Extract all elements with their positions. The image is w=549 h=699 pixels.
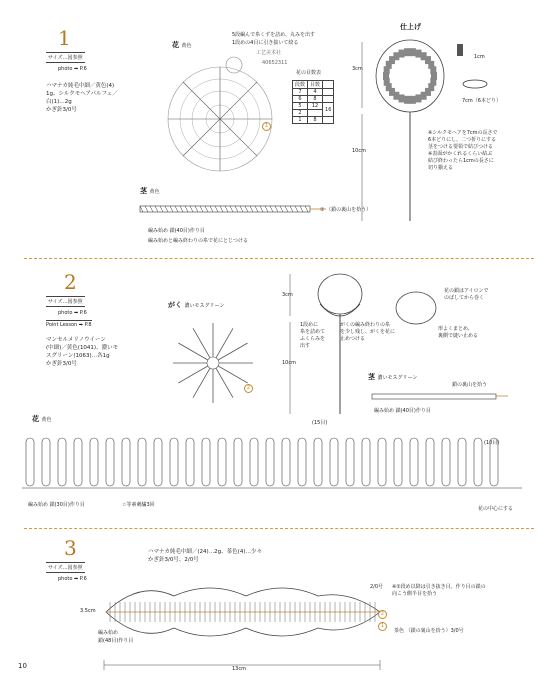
photo-label-2: photo ➡ P.6 <box>58 310 87 316</box>
leaf-circle-2: 2 <box>378 600 387 619</box>
materials-3: ハマナカ純毛中細／(24)…2g、茶色(4)…少々 かぎ針3/0号、2/0号 <box>148 549 262 563</box>
calyx-circle-marker: 2 <box>244 374 253 393</box>
dim-7cm: 7cm（6本どり） <box>462 98 501 104</box>
count-table: 段数 目数 7 4 6 8 5 12 16 2 1 8 <box>292 80 334 124</box>
materials-1: ハマナカ純毛中細／黄色(4) 1g、シルクモヘアパルフェ／ 白(1)…2g かぎ針3/0号 <box>46 83 118 113</box>
thread-note: 茶色 （鎖の裏山を拾う）3/0号 <box>394 628 464 634</box>
tuft-detail <box>455 40 495 100</box>
size-label-3: サイズ…図参照 <box>46 562 85 573</box>
calyx-chart <box>168 318 258 408</box>
dim-1cm: 1cm <box>474 54 485 60</box>
watermark: 工艺美术社 <box>256 50 282 56</box>
finish-label: 仕上げ <box>400 23 421 31</box>
stem-label-1: 茎 黄色 <box>140 187 160 195</box>
rolled-flower <box>394 288 444 328</box>
stem-note-2b: 編み始め 鎖(40目)作り目 <box>374 408 431 414</box>
code: 40652311 <box>262 60 288 66</box>
size-label-2: サイズ…図参照 <box>46 296 85 307</box>
dim-3cm-1: 3cm <box>352 66 363 72</box>
start-note-3: 編み始め <box>98 630 119 636</box>
calyx-label: がく 濃いモスグリーン <box>168 301 225 309</box>
separator-2 <box>24 528 534 529</box>
stem-back-note: 鎖の裏山を拾う <box>452 382 488 388</box>
materials-2: マンセルメリノウイーン (中細)／黄色(1041)、濃いモ スグリーン(1063)…各1g かぎ針3/0号 <box>46 337 119 367</box>
flower-center-note: 花の中心にする <box>478 506 514 512</box>
stitch-note: ※②段め以降は引き抜き目。作り目の鎖の 向こう側半目を拾う <box>392 584 486 597</box>
dim-3-5cm: 3.5cm <box>80 608 96 614</box>
roll-note: 形よくまとめ、 裏側で縫い止める <box>438 326 479 339</box>
leaf-circle-1: 1 <box>378 612 387 631</box>
dim-10cm-1: 10cm <box>352 148 366 154</box>
section-number-2: 2 <box>64 270 77 294</box>
rows-15: (15目) <box>312 420 328 426</box>
stem-note-2: 編み始めと編み終わりの糸で花にとじつける <box>148 238 249 244</box>
flower-note-1: 5段編んで糸くずを詰め、丸みを出す <box>232 32 315 38</box>
finish-notes-1: ※シルクモヘアを7cmの長さで 6本どりにし、二つ折りにする 茎をつける要領で結びつける ※表面がかくれるくらい結ぶ 結び終わったら1cmの長さに 切り揃える <box>428 130 498 171</box>
finish-note-calyx: がくの編み終わりの糸 を少し残し、がくを花に 止めつける <box>340 322 396 342</box>
section-number-3: 3 <box>64 536 77 560</box>
section-number-1: 1 <box>58 26 71 50</box>
flower-label-2: 花 黄色 <box>32 415 52 423</box>
stem-label-2: 茎 濃いモスグリーン <box>368 373 418 381</box>
flower-label-1: 花 黄色 <box>172 41 192 49</box>
leaf-chart <box>100 576 390 652</box>
page-number: 10 <box>18 662 27 670</box>
dim-10cm-2: 10cm <box>282 360 296 366</box>
dim-3cm-2: 3cm <box>282 292 293 298</box>
stem-note-1: 編み始め 鎖(40目)作り目 <box>148 228 205 234</box>
flower-note-2: 1段めの4目に引き抜いて絞る <box>232 40 299 46</box>
finish-note-fill: 1段めに 糸を詰めて ふくらみを 出す <box>300 322 326 349</box>
stem-chart-2 <box>368 390 508 404</box>
stem-circle-note: ① （鎖の裏山を拾う） <box>320 207 372 213</box>
flower-start-note: 編み始め 鎖(30目)作り目 <box>28 502 85 508</box>
size-label: サイズ…図参照 <box>46 52 85 63</box>
photo-label-3: photo ➡ P.6 <box>58 576 87 582</box>
dim-13cm: 13cm <box>232 666 246 672</box>
flower-strip-chart <box>22 428 528 498</box>
point-lesson: Point Lesson ➡ P.8 <box>46 322 92 328</box>
iron-note: 花の鎖はアイロンで のばしてから巻く <box>444 288 489 301</box>
rows-10: (10目) <box>484 440 500 446</box>
circle-marker-1: 1 <box>262 112 271 131</box>
separator-1 <box>24 258 534 259</box>
stem-chart-1 <box>140 200 330 220</box>
diagram-note: ☆等素刺繍3回 <box>122 502 155 508</box>
hook-note: 2/0号 <box>370 584 384 590</box>
start-note-3b: 鎖(48目)作り目 <box>98 638 134 644</box>
count-title: 花の目数表 <box>296 70 322 76</box>
photo-label: photo ➡ P.6 <box>58 66 87 72</box>
